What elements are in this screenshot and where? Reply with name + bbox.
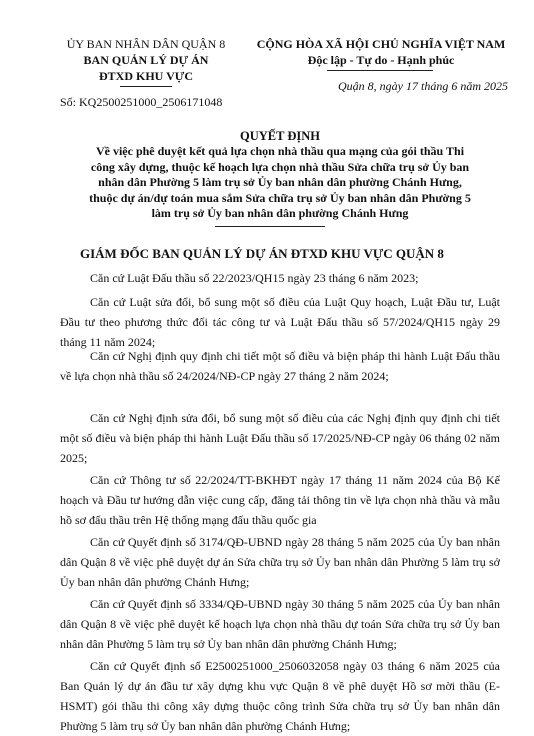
legal-basis-paragraph: Căn cứ Nghị định quy định chi tiết một số điều và biện pháp thi hành Luật Đấu thầu về lựa chọn nhà thầu số 24/2024/NĐ-CP ngày 27 tháng 2 năm 2024;: [60, 349, 500, 383]
legal-basis-paragraph: Căn cứ Quyết định số 3334/QĐ-UBND ngày 30 tháng 5 năm 2025 của Ủy ban nhân dân Quận 8 về việc phê duyệt kế hoạch lựa chọn nhà thầu dự toán Sửa chữa trụ sở Ủy ban nhân dân Phường 5 làm trụ sở Ủy ban nhân dân phường Chánh Hưng;: [60, 597, 500, 651]
national-motto: Độc lập - Tự do - Hạnh phúc: [307, 53, 455, 67]
issuing-authority: GIÁM ĐỐC BAN QUẢN LÝ DỰ ÁN ĐTXD KHU VỰC QUẬN 8: [80, 246, 444, 261]
subject-line: thuộc dự án/dự toán mua sắm Sửa chữa trụ sở Ủy ban nhân dân Phường 5: [89, 190, 471, 205]
subject-line: Về việc phê duyệt kết quả lựa chọn nhà thầu qua mạng của gói thầu Thi: [95, 144, 465, 158]
title-underline: [215, 226, 325, 227]
place-and-date: Quận 8, ngày 17 tháng 6 năm 2025: [338, 79, 508, 93]
legal-basis-paragraph: Căn cứ Quyết định số 3174/QĐ-UBND ngày 28 tháng 5 năm 2025 của Ủy ban nhân dân Quận 8 về việc phê duyệt dự án Sửa chữa trụ sở Ủy ban nhân dân Phường 5 làm trụ sở Ủy ban nhân dân phường Chánh Hưng;: [60, 535, 500, 589]
agency-parent: ỦY BAN NHÂN DÂN QUẬN 8: [66, 37, 226, 51]
legal-basis-paragraph: Căn cứ Quyết định số E2500251000_2506032058 ngày 03 tháng 6 năm 2025 của Ban Quản lý dự án đầu tư xây dựng khu vực Quận 8 về phê duyệt Hồ sơ mời thầu (E-HSMT) gói thầu thi công xây dựng thuộc công trình Sửa chữa trụ sở Ủy ban nhân dân Phường 5 làm trụ sở Ủy ban nhân dân phường Chánh Hưng;: [60, 659, 500, 733]
document-number: Số: KQ2500251000_2506171048: [60, 95, 223, 109]
subject-line: công xây dựng, thuộc kế hoạch lựa chọn nhà thầu Sửa chữa trụ sở Ủy ban: [90, 159, 470, 174]
agency-underline: [120, 86, 172, 87]
subject-line: làm trụ sở Ủy ban nhân dân phường Chánh Hưng: [151, 206, 409, 220]
legal-basis-paragraph: Căn cứ Thông tư số 22/2024/TT-BKHĐT ngày 17 tháng 11 năm 2024 của Bộ Kế hoạch và Đầu tư hướng dẫn việc cung cấp, đăng tải thông tin về lựa chọn nhà thầu và mẫu hồ sơ đấu thầu trên Hệ thống mạng đấu thầu quốc gia: [60, 473, 500, 527]
decision-subject: [56, 144, 504, 222]
legal-basis-paragraph: Căn cứ Luật Đấu thầu số 22/2023/QH15 ngày 23 tháng 6 năm 2023;: [90, 271, 419, 285]
national-title: CỘNG HÒA XÃ HỘI CHỦ NGHĨA VIỆT NAM: [256, 37, 506, 51]
agency-name-line1: BAN QUẢN LÝ DỰ ÁN: [83, 53, 209, 67]
motto-underline: [327, 70, 433, 71]
issuing-agency: [46, 36, 246, 84]
legal-basis-paragraph: Căn cứ Luật sửa đổi, bổ sung một số điều của Luật Quy hoạch, Luật Đầu tư, Luật Đầu tư theo phương thức đối tác công tư và Luật Đấu thầu số 57/2024/QH15 ngày 29 tháng 11 năm 2024;: [60, 295, 500, 349]
agency-name-line2: ĐTXD KHU VỰC: [98, 69, 193, 83]
legal-basis-paragraph: Căn cứ Nghị định sửa đổi, bổ sung một số điều của các Nghị định quy định chi tiết một số điều và biện pháp thi hành Luật Đấu thầu số 17/2025/NĐ-CP ngày 06 tháng 02 năm 2025;: [60, 411, 500, 465]
decision-heading: QUYẾT ĐỊNH: [240, 129, 320, 143]
subject-line: nhân dân Phường 5 làm trụ sở Ủy ban nhân dân phường Chánh Hưng,: [98, 175, 462, 189]
